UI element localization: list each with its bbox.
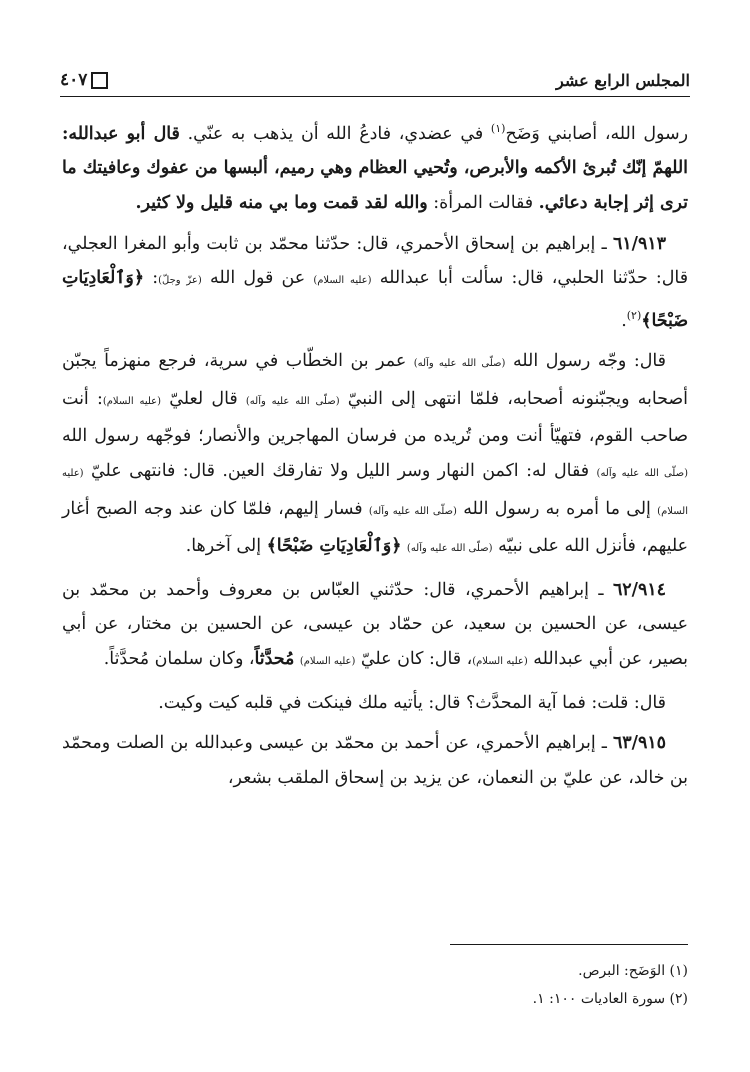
text-run: فسار إليهم، فلمّا كان عند وجه الصبح أغار عليهم، فأنزل الله على نبيّه (62, 498, 688, 557)
text-run: قال: وجّه رسول الله (505, 351, 666, 372)
text-run: عن قول الله (201, 268, 314, 289)
text-run: إلى ما أمره به رسول الله (456, 498, 658, 519)
paragraph-4 (62, 573, 688, 680)
hadith-number: ٦٢/٩١٤ (612, 579, 666, 600)
text-run: فقال له: اكمن النهار وسر الليل ولا تفارقك العين. قال: فانتهى عليّ (83, 460, 597, 481)
text-run: ، وكان سلمان مُحدَّثاً. (103, 648, 255, 669)
honorific: (صلّى الله عليه وآله) (406, 543, 493, 555)
paragraph-3 (62, 344, 688, 567)
footnote-1: (١) الوَضَح: البرص. (578, 963, 688, 979)
bold-text: قال أبو عبدالله: اللهمّ إنّك تُبرئ الأكمه والأبرص، وتُحيي العظام وهي رميم، ألبسها من عفوك وعافيتك ما ترى إثر إجابة دعائي. (62, 123, 688, 213)
page-box-icon (91, 72, 108, 89)
text-run: ـ إبراهيم الأحمري، عن أحمد بن محمّد بن عيسى وعبدالله بن الصلت ومحمّد بن خالد، عن عليّ بن النعمان، عن يزيد بن إسحاق الملقب بشعر، (62, 733, 688, 788)
text-run: : أنت صاحب القوم، فتهيّأ أنت ومن تُريده من فرسان المهاجرين والأنصار؛ فوجّهه رسول الله (62, 388, 688, 447)
footnote-ref-2: (٢) (626, 308, 642, 322)
text-run: رسول الله، أصابني وَضَح (505, 123, 689, 144)
main-text (62, 112, 688, 801)
quran-quote: ﴿وَٱلْعَادِيَاتِ ضَبْحًا﴾ (62, 268, 688, 331)
hadith-number: ٦٣/٩١٥ (612, 733, 666, 754)
text-run: فقالت المرأة: (427, 192, 539, 213)
honorific: (صلّى الله عليه وآله) (245, 395, 340, 407)
honorific: (عليه السلام) (472, 655, 528, 667)
quran-quote: ﴿وَٱلْعَادِيَاتِ ضَبْحًا﴾ (266, 536, 402, 557)
honorific: (صلّى الله عليه وآله) (596, 467, 688, 479)
paragraph-1 (62, 112, 688, 221)
page-number-text: ٤٠٧ (60, 70, 88, 90)
paragraph-6 (62, 726, 688, 795)
paragraph-5 (62, 686, 688, 721)
hadith-number: ٦١/٩١٣ (612, 233, 666, 254)
text-run: ـ إبراهيم الأحمري، قال: حدّثني العبّاس بن معروف وأحمد بن محمّد بن عيسى، عن الحسين بن سعيد، عن حمّاد بن عيسى، عن الحسين بن مختار، عن أبي بصير، عن أبي عبدالله (62, 579, 688, 669)
honorific: (عليه السلام) (102, 395, 162, 407)
text-run: ، قال: كان عليّ (355, 648, 473, 669)
paragraph-2 (62, 227, 688, 339)
honorific: (عليه السلام) (299, 655, 356, 667)
page-number (60, 70, 108, 90)
footnotes (288, 957, 688, 1013)
text-run: عمر بن الخطّاب في سرية، فرجع منهزماً يجبّن أصحابه ويجبّنونه أصحابه، فلمّا انتهى إلى النبيّ (62, 351, 688, 409)
footnote-ref-1: (١) (490, 122, 506, 135)
honorific: (صلّى الله عليه وآله) (413, 358, 506, 370)
text-run: : (144, 268, 159, 289)
page-header (60, 40, 690, 97)
text-run: إلى آخرها. (185, 536, 267, 557)
text-run: قال لعليّ (161, 388, 246, 409)
footnote-divider (450, 944, 688, 945)
text-run: . (621, 310, 627, 331)
running-title: المجلس الرابع عشر (556, 71, 690, 90)
text-run: قال: قلت: فما آية المحدَّث؟ قال: يأتيه ملك فينكت في قلبه كيت وكيت. (158, 692, 666, 713)
text-run: ـ إبراهيم بن إسحاق الأحمري، قال: حدّثنا محمّد بن ثابت وأبو المغرا العجلي، قال: حدّثنا الحلبي، قال: سألت أبا عبدالله (62, 233, 689, 289)
footnote-2: (٢) سورة العاديات ١٠٠: ١. (532, 991, 688, 1007)
honorific: (عزّ وجلّ) (158, 275, 202, 287)
honorific: (عليه السلام) (62, 467, 688, 517)
bold-text: مُحدَّثاً (254, 648, 295, 669)
text-run: في عضدي، فادعُ الله أن يذهب به عنّي. (179, 123, 491, 144)
bold-text: والله لقد قمت وما بي منه قليل ولا كثير. (135, 192, 428, 213)
honorific: (عليه السلام) (313, 275, 372, 287)
honorific: (صلّى الله عليه وآله) (368, 505, 457, 517)
